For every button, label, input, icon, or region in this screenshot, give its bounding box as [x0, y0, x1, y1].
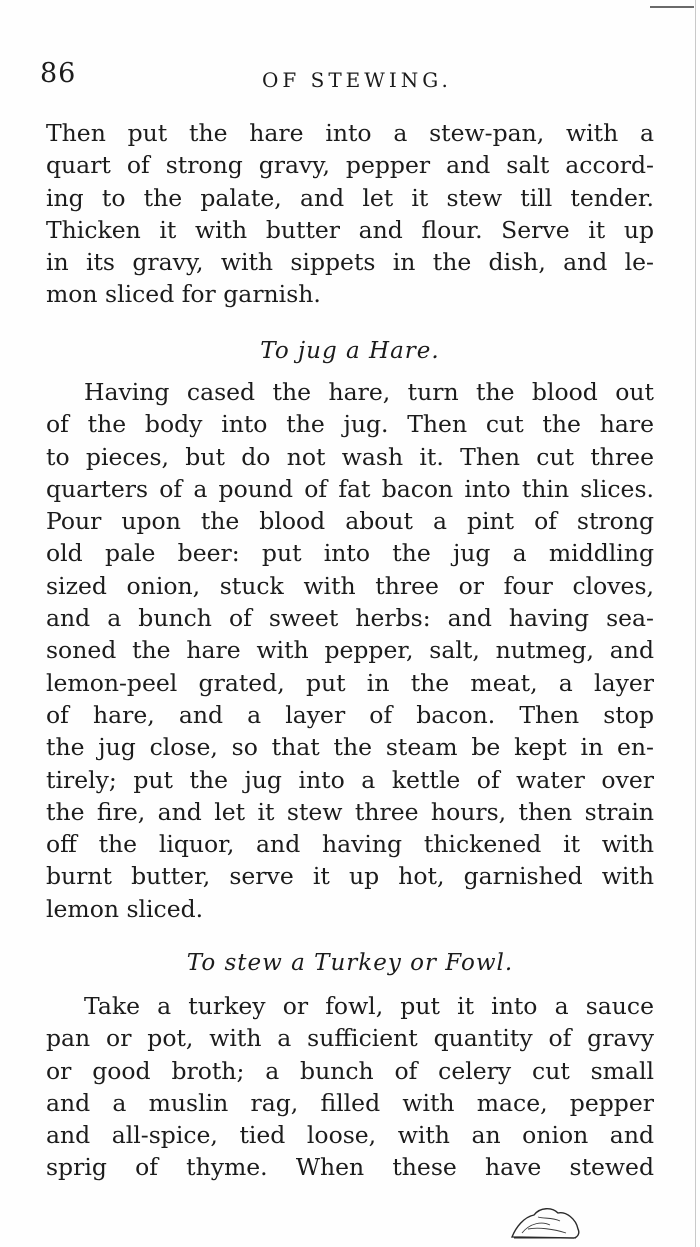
- text-line: Then put the hare into a stew-pan, with a: [46, 119, 654, 147]
- text-line: Having cased the hare, turn the blood out: [84, 378, 654, 406]
- text-line: lemon-peel grated, put in the meat, a layer: [46, 668, 654, 697]
- page-header: [40, 58, 652, 98]
- recipe-heading-turkey-fowl: To stew a Turkey or Fowl.: [186, 950, 514, 976]
- text-line: tirely; put the jug into a kettle of water over: [46, 765, 654, 794]
- page-number: 86: [40, 58, 77, 89]
- text-line: or good broth; a bunch of celery cut small: [46, 1056, 654, 1085]
- text-line: soned the hare with pepper, salt, nutmeg, and: [46, 636, 654, 665]
- paragraph-jug-hare: [46, 376, 654, 925]
- text-line: of hare, and a layer of bacon. Then stop: [46, 700, 654, 729]
- text-line: the jug close, so that the steam be kept in en-: [46, 733, 654, 762]
- text-line: and all-spice, tied loose, with an onion and: [46, 1121, 654, 1150]
- running-head: OF STEWING.: [262, 68, 452, 92]
- text-line: of the body into the jug. Then cut the hare: [46, 410, 654, 439]
- text-line: in its gravy, with sippets in the dish, and le-: [46, 248, 654, 277]
- text-line: and a muslin rag, filled with mace, pepper: [46, 1088, 654, 1117]
- text-line: to pieces, but do not wash it. Then cut three: [46, 442, 654, 471]
- text-line: quarters of a pound of fat bacon into thin slices.: [46, 474, 654, 503]
- text-line: ing to the palate, and let it stew till tender.: [46, 183, 654, 212]
- text-line: sized onion, stuck with three or four cloves,: [46, 571, 654, 600]
- text-line: the fire, and let it stew three hours, then strain: [46, 797, 654, 826]
- text-line: old pale beer: put into the jug a middling: [46, 539, 654, 568]
- page-edge-top: [650, 0, 694, 8]
- text-line: burnt butter, serve it up hot, garnished with: [46, 862, 654, 891]
- paragraph-hare-stew-continued: [46, 117, 654, 311]
- text-line: and a bunch of sweet herbs: and having sea-: [46, 604, 654, 633]
- text-line: sprig of thyme. When these have stewed: [46, 1153, 654, 1182]
- text-line: Thicken it with butter and flour. Serve it up: [46, 215, 654, 244]
- text-line: Take a turkey or fowl, put it into a sauce: [84, 992, 654, 1020]
- text-line: off the liquor, and having thickened it with: [46, 830, 654, 859]
- text-line: Pour upon the blood about a pint of strong: [46, 507, 654, 536]
- ornament-icon: [508, 1203, 582, 1241]
- text-line: mon sliced for garnish.: [46, 280, 321, 309]
- text-line: quart of strong gravy, pepper and salt accord-: [46, 151, 654, 180]
- paragraph-stew-turkey: [46, 990, 654, 1184]
- text-line: lemon sliced.: [46, 894, 204, 923]
- text-line: pan or pot, with a sufficient quantity of gravy: [46, 1024, 654, 1053]
- recipe-heading-jug-hare: To jug a Hare.: [260, 338, 440, 364]
- page-edge-right: [695, 0, 696, 1247]
